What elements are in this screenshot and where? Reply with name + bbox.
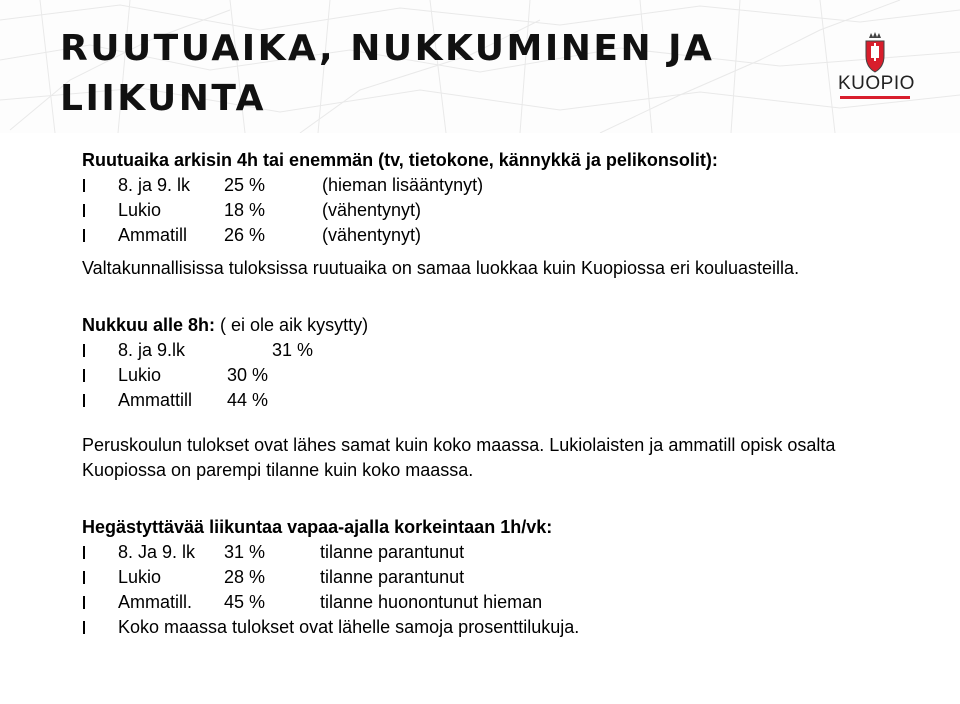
- group-label: 8. Ja 9. lk: [118, 542, 196, 562]
- list-item: [82, 590, 942, 615]
- slide-body: [82, 148, 942, 640]
- screen-time-section: [82, 148, 942, 281]
- trend-note: tilanne parantunut: [320, 567, 465, 587]
- trend-note: (vähentynyt): [322, 200, 422, 220]
- percentage-value: 30 %: [227, 365, 269, 385]
- trend-note: (hieman lisääntynyt): [322, 175, 484, 195]
- kuopio-crest-icon: [864, 32, 886, 74]
- percentage-value: 26 %: [224, 225, 266, 245]
- sleep-summary: Peruskoulun tulokset ovat lähes samat kuin koko maassa. Lukiolaisten ja ammatill opisk osalta Kuopiossa on parempi tilanne kuin koko maassa.: [82, 435, 836, 480]
- sleep-heading: [82, 313, 942, 338]
- list-item: [82, 198, 942, 223]
- group-label: Lukio: [118, 200, 162, 220]
- trend-note: tilanne huonontunut hieman: [320, 592, 543, 612]
- group-label: Lukio: [118, 365, 162, 385]
- title-line-2: LIIKUNTA: [60, 78, 266, 119]
- list-item: [82, 388, 942, 413]
- group-label: 8. ja 9.lk: [118, 340, 186, 360]
- exercise-heading: Hegästyttävää liikuntaa vapaa-ajalla korkeintaan 1h/vk:: [82, 517, 553, 537]
- group-label: 8. ja 9. lk: [118, 175, 191, 195]
- page-title: [60, 24, 714, 124]
- sleep-heading-label: Nukkuu alle 8h:: [82, 315, 216, 335]
- logo-wordmark: KUOPIO: [838, 73, 915, 94]
- exercise-section: [82, 515, 942, 640]
- final-note: Koko maassa tulokset ovat lähelle samoja prosenttilukuja.: [118, 617, 580, 637]
- list-item: [82, 565, 942, 590]
- sleep-section: [82, 313, 942, 483]
- group-label: Ammattill: [118, 390, 193, 410]
- trend-note: tilanne parantunut: [320, 542, 465, 562]
- trend-note: (vähentynyt): [322, 225, 422, 245]
- kuopio-logo: [838, 32, 915, 102]
- slide-header: [0, 0, 960, 133]
- percentage-value: 31 %: [224, 542, 266, 562]
- list-item: [82, 338, 942, 363]
- percentage-value: 28 %: [224, 567, 266, 587]
- list-item: [82, 173, 942, 198]
- screen-time-heading: Ruutuaika arkisin 4h tai enemmän (tv, tietokone, kännykkä ja pelikonsolit):: [82, 150, 718, 170]
- list-item: [82, 540, 942, 565]
- screen-time-summary: Valtakunnallisissa tuloksissa ruutuaika on samaa luokkaa kuin Kuopiossa eri kouluasteilla.: [82, 258, 800, 278]
- group-label: Ammatill.: [118, 592, 193, 612]
- percentage-value: 18 %: [224, 200, 266, 220]
- percentage-value: 45 %: [224, 592, 266, 612]
- group-label: Lukio: [118, 567, 162, 587]
- percentage-value: 25 %: [224, 175, 266, 195]
- logo-underline: [840, 96, 910, 99]
- title-line-1: RUUTUAIKA, NUKKUMINEN JA: [60, 28, 715, 69]
- percentage-value: 31 %: [272, 340, 314, 360]
- percentage-value: 44 %: [227, 390, 269, 410]
- group-label: Ammatill: [118, 225, 188, 245]
- list-item: [82, 363, 942, 388]
- list-item: [82, 223, 942, 248]
- list-item: [82, 615, 942, 640]
- sleep-heading-note: ( ei ole aik kysytty): [215, 315, 369, 335]
